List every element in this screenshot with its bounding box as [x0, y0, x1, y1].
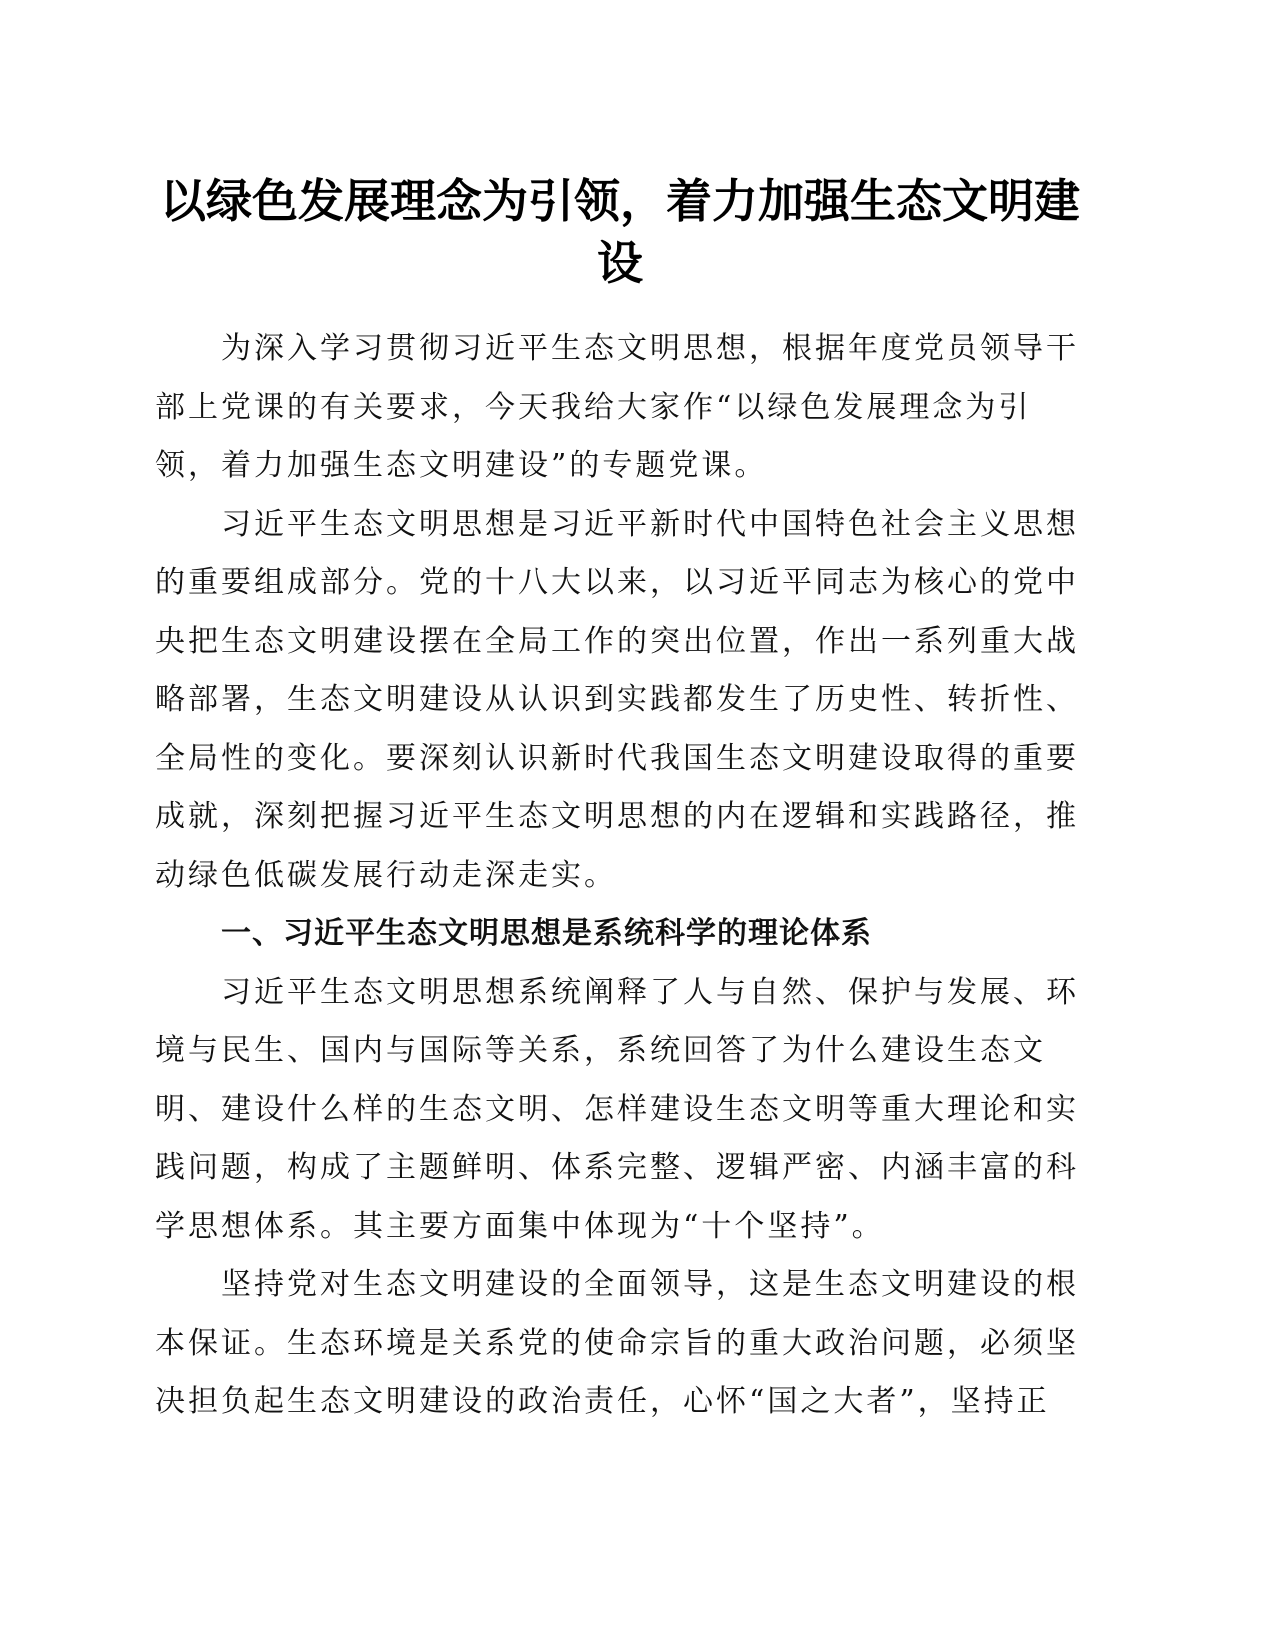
paragraph-party-leadership — [155, 1256, 1095, 1432]
paragraph-line: 境与民生、国内与国际等关系，系统回答了为什么建设生态文 — [155, 1033, 1046, 1068]
paragraph-line: 明、建设什么样的生态文明、怎样建设生态文明等重大理论和实 — [155, 1091, 1079, 1127]
paragraph-line: 成就，深刻把握习近平生态文明思想的内在逻辑和实践路径，推 — [155, 799, 1079, 834]
section-heading-text: 一、习近平生态文明思想是系统科学的理论体系 — [221, 916, 872, 951]
paragraph-intro — [155, 320, 1095, 496]
paragraph-line: 决担负起生态文明建设的政治责任，心怀“国之大者”，坚持正 — [155, 1384, 1050, 1419]
document-body — [155, 320, 1095, 1432]
paragraph-line: 学思想体系。其主要方面集中体现为“十个坚持”。 — [155, 1208, 885, 1244]
paragraph-line: 为深入学习贯彻习近平生态文明思想，根据年度党员领导干 — [221, 331, 1079, 366]
paragraph-line: 习近平生态文明思想是习近平新时代中国特色社会主义思想 — [221, 506, 1079, 542]
paragraph-line: 略部署，生态文明建设从认识到实践都发生了历史性、转折性、 — [155, 682, 1079, 717]
paragraph-line: 的重要组成部分。党的十八大以来，以习近平同志为核心的党中 — [155, 565, 1079, 600]
paragraph-line: 习近平生态文明思想系统阐释了人与自然、保护与发展、环 — [221, 974, 1079, 1010]
paragraph-line: 领，着力加强生态文明建设”的专题党课。 — [155, 448, 768, 483]
section-heading — [155, 905, 1095, 964]
paragraph-line: 动绿色低碳发展行动走深走实。 — [155, 857, 617, 893]
paragraph-line: 坚持党对生态文明建设的全面领导，这是生态文明建设的根 — [221, 1267, 1079, 1302]
paragraph-line: 部上党课的有关要求，今天我给大家作“以绿色发展理念为引 — [155, 389, 1032, 425]
paragraph-line: 央把生态文明建设摆在全局工作的突出位置，作出一系列重大战 — [155, 623, 1079, 659]
paragraph-line: 全局性的变化。要深刻认识新时代我国生态文明建设取得的重要 — [155, 740, 1079, 776]
paragraph-system-theory — [155, 964, 1095, 1257]
paragraph-thought-overview — [155, 496, 1095, 906]
paragraph-line: 本保证。生态环境是关系党的使命宗旨的重大政治问题，必须坚 — [155, 1325, 1079, 1361]
paragraph-line: 践问题，构成了主题鲜明、体系完整、逻辑严密、内涵丰富的科 — [155, 1150, 1079, 1185]
document-title — [150, 170, 1090, 294]
title-line: 以绿色发展理念为引领，着力加强生态文明建 — [160, 174, 1080, 228]
title-line: 设 — [597, 236, 643, 290]
